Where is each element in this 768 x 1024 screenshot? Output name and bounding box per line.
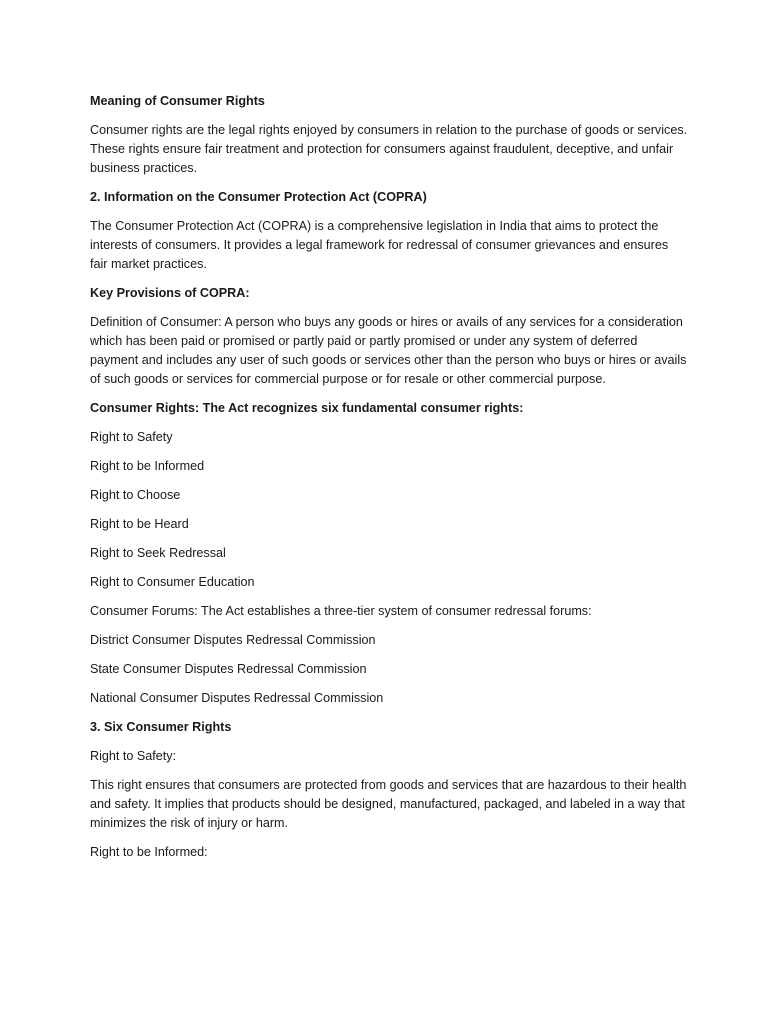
list-item-forum: National Consumer Disputes Redressal Commission (90, 691, 384, 705)
heading-key-provisions: Key Provisions of COPRA: (90, 286, 250, 300)
paragraph-meaning: Consumer rights are the legal rights enjoyed by consumers in relation to the purchase of goods or services. These rights ensure fair treatment and protection for consumers against fraudulent, deceptive, and unfair business practices. (90, 123, 688, 175)
list-item-forum: District Consumer Disputes Redressal Commission (90, 633, 376, 647)
paragraph-copra: The Consumer Protection Act (COPRA) is a comprehensive legislation in India that aims to protect the interests of consumers. It provides a legal framework for redressal of consumer grievances and ensures fair market practices. (90, 219, 669, 271)
heading-copra-information: 2. Information on the Consumer Protection Act (COPRA) (90, 190, 427, 204)
list-item-right: Right to be Heard (90, 517, 189, 531)
heading-six-consumer-rights: 3. Six Consumer Rights (90, 720, 232, 734)
list-item-right: Right to Choose (90, 488, 181, 502)
heading-rights-recognized: Consumer Rights: The Act recognizes six fundamental consumer rights: (90, 401, 524, 415)
subheading-right-to-be-informed: Right to be Informed: (90, 845, 208, 859)
paragraph-consumer-forums: Consumer Forums: The Act establishes a three-tier system of consumer redressal forums: (90, 604, 592, 618)
list-item-right: Right to be Informed (90, 459, 205, 473)
document-body (90, 92, 688, 872)
heading-meaning-of-consumer-rights: Meaning of Consumer Rights (90, 94, 265, 108)
paragraph-definition-of-consumer: Definition of Consumer: A person who buys any goods or hires or avails of any services for a consideration which has been paid or promised or partly paid or partly promised or under any system of deferred payment and includes any user of such goods or services other than the person who buys or hires or avails of such goods or services for commercial purpose or for resale or other commercial purpose. (90, 315, 687, 386)
list-item-forum: State Consumer Disputes Redressal Commission (90, 662, 367, 676)
paragraph-right-to-safety: This right ensures that consumers are protected from goods and services that are hazardous to their health and safety. It implies that products should be designed, manufactured, packaged, and labeled in a way that minimizes the risk of injury or harm. (90, 778, 687, 830)
subheading-right-to-safety: Right to Safety: (90, 749, 177, 763)
list-item-right: Right to Safety (90, 430, 173, 444)
list-item-right: Right to Consumer Education (90, 575, 255, 589)
list-item-right: Right to Seek Redressal (90, 546, 226, 560)
